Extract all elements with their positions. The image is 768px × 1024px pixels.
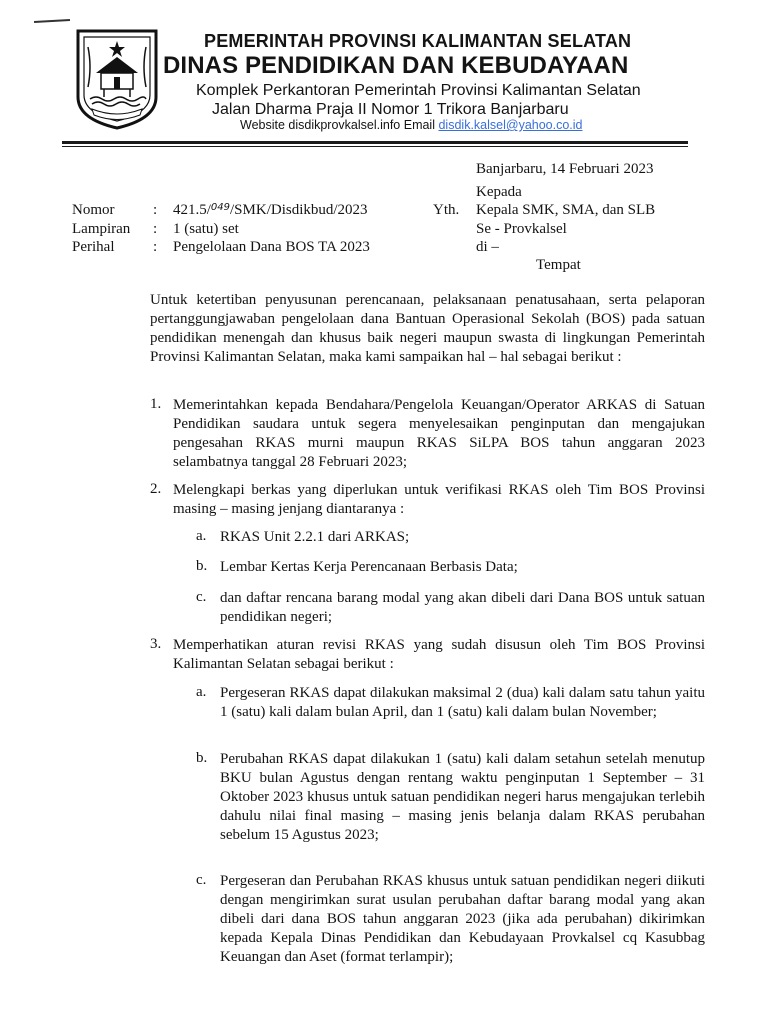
item-text-2: Melengkapi berkas yang diperlukan untuk verifikasi RKAS oleh Tim BOS Provinsi masing – masing jenjang diantaranya : xyxy=(173,482,705,517)
lampiran-value: 1 (satu) set xyxy=(173,221,239,237)
lampiran-colon: : xyxy=(153,221,158,237)
item-3-sub-letter-a: a. xyxy=(196,684,207,700)
letterhead-contact xyxy=(240,118,583,132)
recipient-yth: Yth. xyxy=(433,202,460,218)
item-2-sub-letter-c: c. xyxy=(196,589,207,605)
item-2-sub-text-c: dan daftar rencana barang modal yang akan dibeli dari Dana BOS untuk satuan pendidikan negeri; xyxy=(220,590,705,625)
recipient-line-1: Kepala SMK, SMA, dan SLB xyxy=(476,202,656,218)
nomor-suffix: /SMK/Disdikbud/2023 xyxy=(230,202,368,218)
item-number-1: 1. xyxy=(150,396,162,412)
item-3-sub-text-c: Pergeseran dan Perubahan RKAS khusus untuk satuan pendidikan negeri diikuti dengan mengirimkan surat usulan perubahan daftar barang modal yang akan dibeli dari dana BOS tahun anggaran 2023 (jika ada perubahan) dikirimkan kepada Kepala Dinas Pendidikan dan Kebudayaan Provkalsel cq Kasubbag Keuangan dan Aset (format terlampir); xyxy=(220,873,705,965)
nomor-colon: : xyxy=(153,202,158,218)
recipient-line-3: di – xyxy=(476,239,499,255)
intro-paragraph: Untuk ketertiban penyusunan perencanaan, pelaksanaan penatusahaan, serta pelaporan pertanggungjawaban pengelolaan dana Bantuan Operasional Sekolah (BOS) pada satuan pendidikan menengah dan khusus baik negeri maupun swasta di lingkungan Pemerintah Provinsi Kalimantan Selatan, maka kami sampaikan hal – hal sebagai berikut : xyxy=(150,292,705,365)
scan-mark xyxy=(34,19,70,23)
letterhead-rule-thin xyxy=(62,146,688,147)
lampiran-label: Lampiran xyxy=(72,221,131,237)
website-text: Website disdikprovkalsel.info Email xyxy=(240,118,435,132)
email-link[interactable]: disdik.kalsel@yahoo.co.id xyxy=(438,118,583,132)
item-2-sub-letter-b: b. xyxy=(196,558,208,574)
recipient-line-2: Se - Provkalsel xyxy=(476,221,567,237)
item-2-sub-text-a: RKAS Unit 2.2.1 dari ARKAS; xyxy=(220,529,410,545)
item-number-3: 3. xyxy=(150,636,162,652)
item-text-1: Memerintahkan kepada Bendahara/Pengelola Keuangan/Operator ARKAS di Satuan Pendidikan saudara untuk segera menyelesaikan penginputan dan mengajukan pengesahan RKAS murni maupun RKAS SiLPA BOS tahun anggaran 2023 selambatnya tanggal 28 Februari 2023; xyxy=(173,397,705,470)
perihal-colon: : xyxy=(153,239,158,255)
item-3-sub-text-a: Pergeseran RKAS dapat dilakukan maksimal 2 (dua) kali dalam satu tahun yaitu 1 (satu) kali dalam bulan April, dan 1 (satu) kali dalam bulan November; xyxy=(220,685,705,720)
item-3-sub-letter-c: c. xyxy=(196,872,207,888)
letterhead-address-1: Komplek Perkantoran Pemerintah Provinsi Kalimantan Selatan xyxy=(196,82,641,99)
perihal-label: Perihal xyxy=(72,239,115,255)
letterhead-address-2: Jalan Dharma Praja II Nomor 1 Trikora Banjarbaru xyxy=(212,101,569,118)
item-2-sub-letter-a: a. xyxy=(196,528,207,544)
letter-date: Banjarbaru, 14 Februari 2023 xyxy=(476,161,654,177)
item-text-3: Memperhatikan aturan revisi RKAS yang sudah disusun oleh Tim BOS Provinsi Kalimantan Selatan sebagai berikut : xyxy=(173,637,705,672)
item-2-sub-text-b: Lembar Kertas Kerja Perencanaan Berbasis Data; xyxy=(220,559,518,575)
item-3-sub-letter-b: b. xyxy=(196,750,208,766)
nomor-prefix: 421.5/ xyxy=(173,202,211,218)
item-3-sub-text-b: Perubahan RKAS dapat dilakukan 1 (satu) kali dalam setahun setelah menutup BKU bulan Agustus dengan rentang waktu penginputan 1 September – 31 Oktober 2023 khusus untuk satuan pendidikan negeri harus mengajukan terlebih dahulu nilai final masing – masing jenis belanja dalam RKAS perubahan sebelum 15 Agustus 2023; xyxy=(220,751,705,843)
nomor-value xyxy=(173,202,368,219)
recipient-line-4: Tempat xyxy=(536,257,581,273)
nomor-handwritten: 049 xyxy=(210,202,231,213)
letterhead-agency: DINAS PENDIDIKAN DAN KEBUDAYAAN xyxy=(163,52,629,79)
letterhead-government: PEMERINTAH PROVINSI KALIMANTAN SELATAN xyxy=(204,31,632,51)
letterhead-rule-thick xyxy=(62,141,688,144)
item-number-2: 2. xyxy=(150,481,162,497)
perihal-value: Pengelolaan Dana BOS TA 2023 xyxy=(173,239,370,255)
recipient-kepada: Kepada xyxy=(476,184,522,200)
nomor-label: Nomor xyxy=(72,202,115,218)
provincial-emblem-logo xyxy=(74,27,160,131)
